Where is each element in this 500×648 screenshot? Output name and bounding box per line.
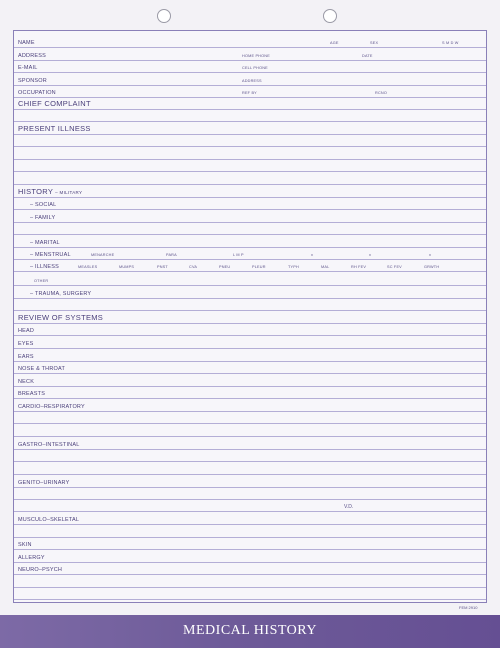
date-label: DATE [362, 54, 373, 58]
occupation-label: OCCUPATION [18, 90, 56, 96]
family-label: – FAMILY [30, 215, 56, 221]
neuro-psych-label: NEURO–PSYCH [18, 567, 63, 573]
sponsor-row[interactable] [14, 72, 486, 86]
gastro-intestinal-label: GASTRO–INTESTINAL [18, 442, 80, 448]
genito-urinary-row[interactable] [14, 474, 486, 488]
other-row[interactable] [14, 271, 486, 286]
name-row[interactable] [14, 31, 486, 48]
present-illness-line-4[interactable] [14, 171, 486, 185]
gastro-intestinal-row[interactable] [14, 436, 486, 450]
sex-label: SEX [370, 41, 379, 45]
footer-title: MEDICAL HISTORY [183, 623, 317, 638]
cva-label: CVA [189, 265, 198, 269]
cardio-respiratory-label: CARDIO–RESPIRATORY [18, 404, 85, 410]
social-label: – SOCIAL [30, 202, 57, 208]
history-label [18, 187, 82, 196]
grwth-label: GRWTH [424, 265, 440, 269]
marital-status-label: S M D W [442, 41, 459, 45]
home-phone-label: HOME PHONE [242, 54, 270, 58]
vd-label: V.D. [344, 504, 354, 510]
review-of-systems-row[interactable] [14, 310, 486, 324]
eyes-label: EYES [18, 341, 34, 347]
neuro-line-2[interactable] [14, 587, 486, 600]
address-label: ADDRESS [18, 53, 46, 59]
musculo-skeletal-row[interactable] [14, 511, 486, 525]
footer-band [0, 615, 500, 648]
cardio-line-2[interactable] [14, 423, 486, 437]
history-row[interactable] [14, 184, 486, 198]
ears-row[interactable] [14, 348, 486, 362]
measles-label: MEASLES [78, 265, 98, 269]
eyes-row[interactable] [14, 335, 486, 349]
trauma-label: – TRAUMA, SURGERY [30, 291, 92, 297]
rh-fev-label: RH FEV [351, 265, 367, 269]
gastro-line-2[interactable] [14, 461, 486, 475]
medical-history-form [13, 30, 487, 603]
skin-label: SKIN [18, 542, 32, 548]
history-military-label: – MILITARY [55, 190, 83, 195]
menarche-label: MENARCHE [91, 253, 115, 257]
form-number: FEM 2910 [459, 605, 478, 610]
mumps-label: MUMPS [119, 265, 135, 269]
chief-complaint-label: CHIEF COMPLAINT [18, 99, 91, 108]
genito-urinary-label: GENITO–URINARY [18, 480, 70, 486]
head-label: HEAD [18, 328, 35, 334]
trauma-row[interactable] [14, 285, 486, 299]
review-of-systems-label: REVIEW OF SYSTEMS [18, 313, 104, 322]
menstrual-x3: x [429, 253, 432, 257]
ref-by-label: REF BY [242, 91, 257, 95]
nose-throat-label: NOSE & THROAT [18, 366, 66, 372]
rcno-label: RCNO [375, 91, 387, 95]
cardio-respiratory-row[interactable] [14, 398, 486, 412]
menstrual-x1: x [311, 253, 314, 257]
pnst-label: PNST [157, 265, 168, 269]
neck-row[interactable] [14, 373, 486, 387]
neuro-line-1[interactable] [14, 574, 486, 588]
present-illness-line-2[interactable] [14, 146, 486, 160]
present-illness-label: PRESENT ILLNESS [18, 124, 91, 133]
lmp-label: L M P [233, 253, 244, 257]
musculo-line[interactable] [14, 524, 486, 538]
pneu-label: PNEU [219, 265, 231, 269]
address-row[interactable] [14, 47, 486, 61]
family-row[interactable] [14, 209, 486, 223]
menstrual-label: – MENSTRUAL [30, 252, 71, 258]
musculo-skeletal-label: MUSCULO–SKELETAL [18, 517, 80, 523]
history-title: HISTORY [18, 187, 54, 196]
sponsor-address-label: ADDRESS [242, 79, 262, 83]
cell-phone-label: CELL PHONE [242, 66, 268, 70]
para-label: PARA [166, 253, 177, 257]
email-label: E-MAIL [18, 65, 38, 71]
punch-hole-right [323, 9, 337, 23]
neck-label: NECK [18, 379, 35, 385]
allergy-label: ALLERGY [18, 555, 45, 561]
typh-label: TYPH [288, 265, 299, 269]
punch-hole-left [157, 9, 171, 23]
other-label: OTHER [34, 279, 49, 283]
mal-label: MAL [321, 265, 330, 269]
ears-label: EARS [18, 354, 34, 360]
menstrual-x2: x [369, 253, 372, 257]
present-illness-row[interactable] [14, 121, 486, 135]
name-label: NAME [18, 40, 35, 46]
age-label: AGE [330, 41, 339, 45]
marital-label: – MARITAL [30, 240, 60, 246]
pleur-label: PLEUR [252, 265, 266, 269]
allergy-row[interactable] [14, 549, 486, 563]
sc-fev-label: SC FEV [387, 265, 402, 269]
illness-label: – ILLNESS [30, 264, 60, 270]
marital-row[interactable] [14, 234, 486, 248]
breasts-label: BREASTS [18, 391, 46, 397]
sponsor-label: SPONSOR [18, 78, 47, 84]
